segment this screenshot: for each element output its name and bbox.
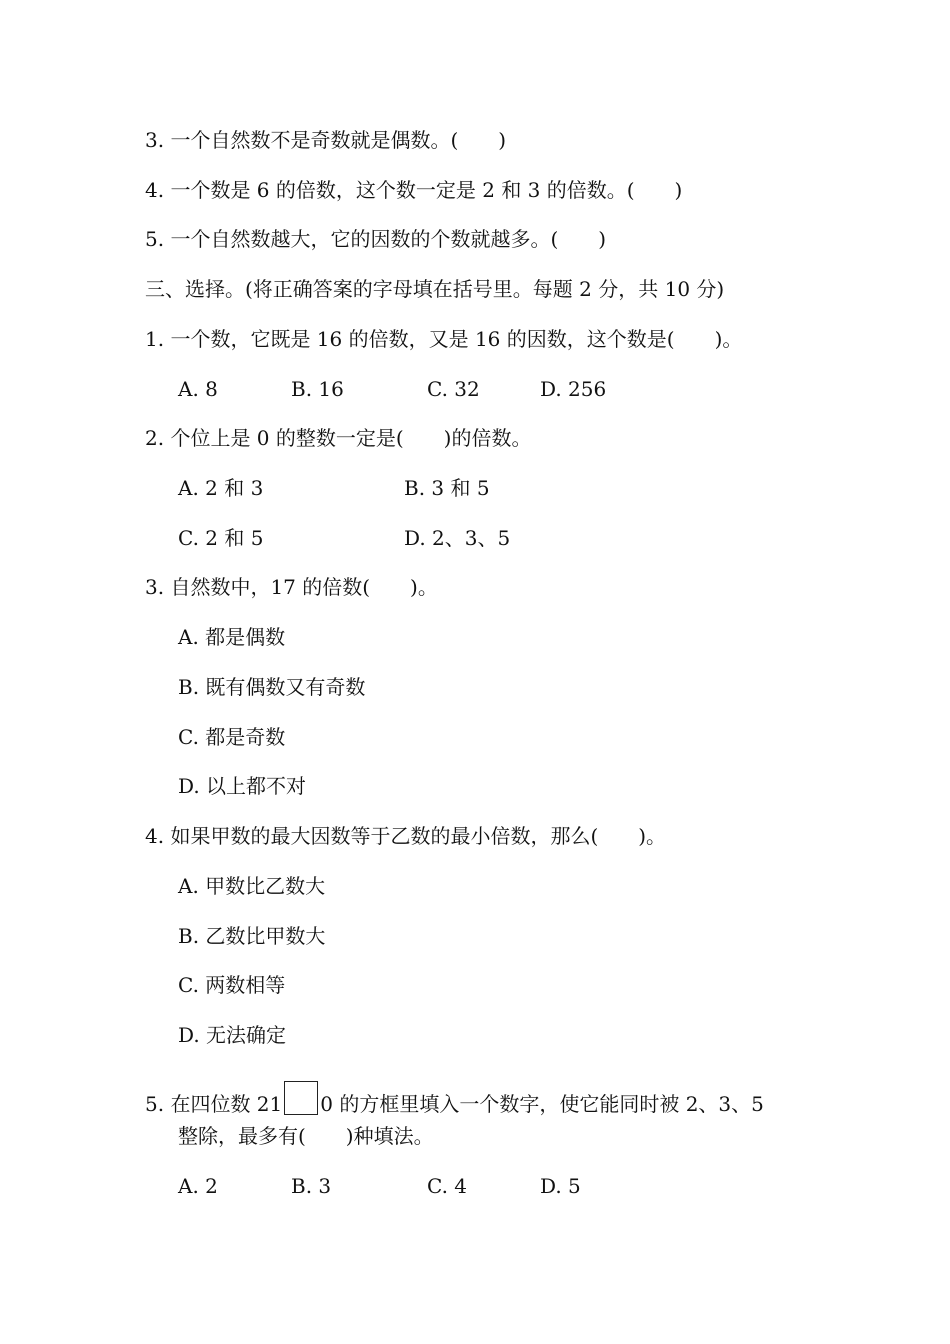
choice-question-3: 3. 自然数中，17 的倍数( )。 (145, 575, 438, 599)
section-heading: 三、选择。(将正确答案的字母填在括号里。每题 2 分，共 10 分) (145, 277, 725, 301)
q1-option-a: A. 8 (178, 377, 218, 401)
judge-question-4: 4. 一个数是 6 的倍数，这个数一定是 2 和 3 的倍数。( ) (145, 178, 683, 202)
q5-text-after: 0 的方框里填入一个数字，使它能同时被 2、3、5 (320, 1092, 764, 1116)
q4-option-a: A. 甲数比乙数大 (178, 874, 326, 898)
q2-option-a: A. 2 和 3 (178, 476, 264, 500)
q5-text-line2: 整除，最多有( )种填法。 (178, 1124, 434, 1148)
choice-question-2: 2. 个位上是 0 的整数一定是( )的倍数。 (145, 426, 532, 450)
choice-question-1: 1. 一个数，它既是 16 的倍数，又是 16 的因数，这个数是( )。 (145, 327, 743, 351)
q3-option-b: B. 既有偶数又有奇数 (178, 675, 366, 699)
q5-option-b: B. 3 (291, 1174, 332, 1198)
choice-question-5 (145, 1081, 764, 1118)
q4-option-d: D. 无法确定 (178, 1023, 287, 1047)
q5-option-c: C. 4 (427, 1174, 468, 1198)
q3-option-a: A. 都是偶数 (178, 625, 286, 649)
q5-text-before: 5. 在四位数 21 (145, 1092, 283, 1116)
q1-option-d: D. 256 (540, 377, 607, 401)
digit-blank-box (284, 1081, 318, 1115)
judge-question-3: 3. 一个自然数不是奇数就是偶数。( ) (145, 128, 507, 152)
q1-option-b: B. 16 (291, 377, 344, 401)
q5-option-a: A. 2 (178, 1174, 218, 1198)
q2-option-d: D. 2、3、5 (404, 526, 511, 550)
judge-question-5: 5. 一个自然数越大，它的因数的个数就越多。( ) (145, 227, 607, 251)
q3-option-d: D. 以上都不对 (178, 774, 307, 798)
q5-option-d: D. 5 (540, 1174, 581, 1198)
q4-option-b: B. 乙数比甲数大 (178, 924, 326, 948)
q1-option-c: C. 32 (427, 377, 480, 401)
q3-option-c: C. 都是奇数 (178, 725, 286, 749)
q4-option-c: C. 两数相等 (178, 973, 286, 997)
q2-option-c: C. 2 和 5 (178, 526, 264, 550)
choice-question-4: 4. 如果甲数的最大因数等于乙数的最小倍数，那么( )。 (145, 824, 667, 848)
q2-option-b: B. 3 和 5 (404, 476, 490, 500)
